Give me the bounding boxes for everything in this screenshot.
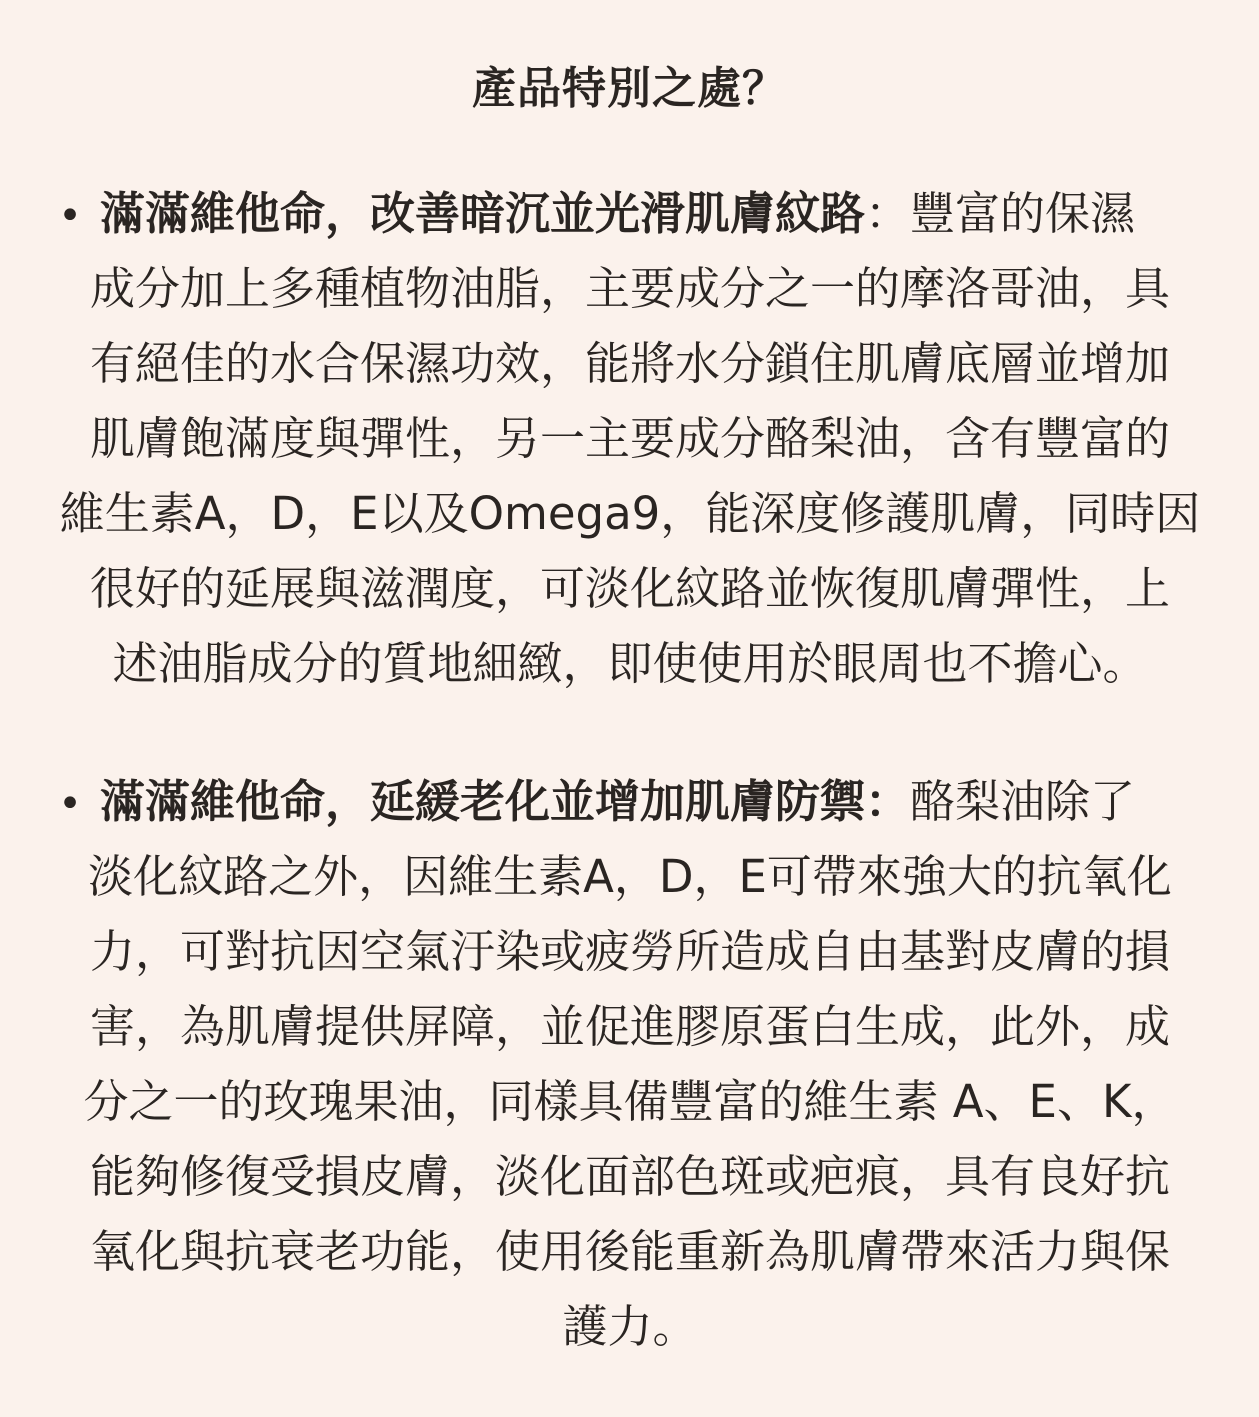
feature-text-line: 力，可對抗因空氣汙染或疲勞所造成自由基對皮膚的損 [89, 925, 1170, 978]
feature-text-line: 成分加上多種植物油脂，主要成分之一的摩洛哥油，具 [89, 262, 1170, 315]
feature-heading: 滿滿維他命，改善暗沉並光滑肌膚紋路 [100, 187, 866, 240]
feature-text-line: 述油脂成分的質地細緻，即使使用於眼周也不擔心。 [112, 637, 1148, 690]
feature-text-line: 護力。 [562, 1300, 698, 1353]
feature-text-line: 能夠修復受損皮膚，淡化面部色斑或疤痕，具有良好抗 [89, 1150, 1170, 1203]
feature-text-line: 有絕佳的水合保濕功效，能將水分鎖住肌膚底層並增加 [89, 337, 1170, 390]
feature-text-line: 害，為肌膚提供屏障，並促進膠原蛋白生成，此外，成 [89, 1000, 1170, 1053]
feature-text-line: 氧化與抗衰老功能，使用後能重新為肌膚帶來活力與保 [89, 1225, 1170, 1278]
feature-first-line [40, 176, 1220, 251]
feature-text-line: 維生素A，D，E以及Omega9，能深度修護肌膚，同時因 [59, 487, 1201, 540]
feature-text-line: 淡化紋路之外，因維生素A，D，E可帶來強大的抗氧化 [88, 850, 1172, 903]
bullet-icon: • [58, 193, 82, 239]
feature-text-line: 很好的延展與滋潤度，可淡化紋路並恢復肌膚彈性，上 [89, 562, 1170, 615]
feature-heading: 滿滿維他命，延緩老化並增加肌膚防禦： [100, 775, 911, 828]
feature-first-line [40, 764, 1220, 839]
feature-text-line: 肌膚飽滿度與彈性，另一主要成分酪梨油，含有豐富的 [89, 412, 1170, 465]
feature-item-vitamin-smoothing [40, 176, 1220, 701]
feature-text: 酪梨油除了 [910, 775, 1136, 828]
feature-text: ：豐富的保濕 [865, 187, 1136, 240]
page-title: 產品特別之處？ [472, 63, 787, 114]
feature-text-line: 分之一的玫瑰果油，同樣具備豐富的維生素 A、E、K， [83, 1075, 1177, 1128]
bullet-icon: • [58, 781, 82, 827]
feature-item-vitamin-antiaging [40, 764, 1220, 1364]
